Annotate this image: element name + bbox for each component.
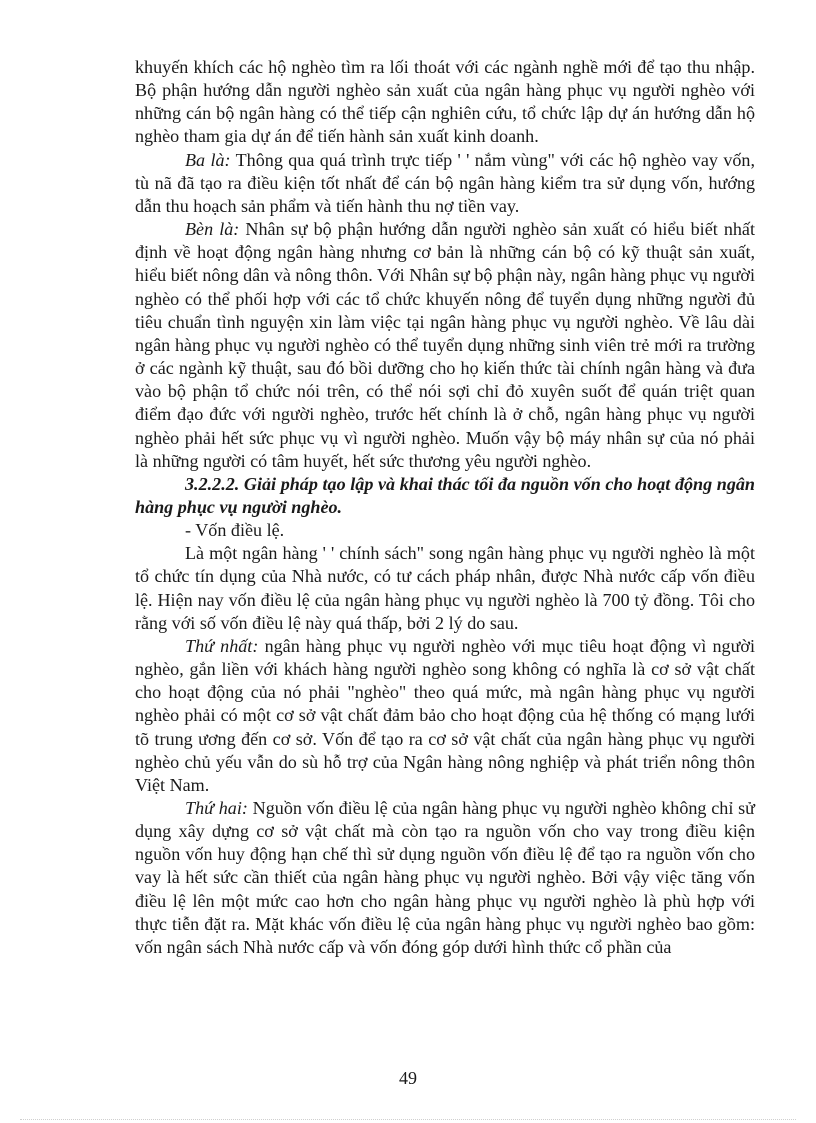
paragraph-intro: [135, 56, 755, 149]
paragraph-von-dieu-le: [135, 519, 755, 542]
page-number: 49: [399, 1068, 417, 1088]
paragraph-text: Nhân sự bộ phận hướng dẫn người nghèo sản xuất có hiểu biết nhất định về hoạt động ngân hàng nhưng cơ bản là những cán bộ có kỹ thuật sản xuất, hiểu biết nông dân và nông thôn. Với Nhân sự bộ phận này, ngân hàng phục vụ người nghèo có thể phối hợp với các tổ chức khuyến nông để tuyển dụng những người đủ tiêu chuẩn tình nguyện xin làm việc tại ngân hàng phục vụ người nghèo. Về lâu dài ngân hàng phục vụ người nghèo có thể tuyển dụng những sinh viên trẻ mới ra trường ở các ngành kỹ thuật, sau đó bồi dưỡng cho họ kiến thức tài chính ngân hàng và đưa vào bộ phận tổ chức nói trên, có thể nói sợi chỉ đỏ xuyên suốt để quán triệt quan điểm đạo đức với người nghèo, trước hết chính là ở chỗ, ngân hàng phục vụ người nghèo phải hết sức phục vụ vì người nghèo. Muốn vậy bộ máy nhân sự của nó phải là những người có tâm huyết, hết sức thương yêu người nghèo.: [135, 219, 755, 471]
paragraph-text: Nguồn vốn điều lệ của ngân hàng phục vụ người nghèo không chỉ sử dụng xây dựng cơ sở vật chất mà còn tạo ra nguồn vốn cho vay trong điều kiện nguồn vốn huy động hạn chế thì sử dụng nguồn vốn điều lệ để tạo ra nguồn vốn cho vay là hết sức cần thiết của ngân hàng phục vụ người nghèo. Bởi vậy việc tăng vốn điều lệ lên một mức cao hơn cho ngân hàng phục vụ người nghèo là phù hợp với thực tiễn đặt ra. Mặt khác vốn điều lệ của ngân hàng phục vụ người nghèo bao gồm: vốn ngân sách Nhà nước cấp và vốn đóng góp dưới hình thức cổ phần của: [135, 798, 755, 957]
paragraph-lead: Thứ nhất:: [185, 635, 259, 656]
paragraph-lead: Ba là:: [185, 149, 231, 170]
paragraph-thu-hai: [135, 797, 755, 959]
paragraph-lead: Thứ hai:: [185, 798, 248, 818]
footer-divider: [20, 1119, 796, 1120]
paragraph-text: Là một ngân hàng ' ' chính sách" song ngân hàng phục vụ người nghèo là một tổ chức tín dụng của Nhà nước, có tư cách pháp nhân, được Nhà nước cấp vốn điều lệ. Hiện nay vốn điều lệ của ngân hàng phục vụ người nghèo là 700 tỷ đồng. Tôi cho rằng với số vốn điều lệ này quá thấp, bởi 2 lý do sau.: [135, 543, 755, 633]
paragraph-text: - Vốn điều lệ.: [185, 520, 285, 541]
paragraph-lead: Bèn là:: [185, 219, 240, 240]
paragraph-ba-la: [135, 149, 755, 218]
paragraph-text: ngân hàng phục vụ người nghèo với mục tiêu hoạt động vì người nghèo, gắn liền với khách hàng người nghèo song không có nghĩa là cơ sở vật chất cho hoạt động của nó phải "nghèo" theo quá mức, mà ngân hàng phục vụ người nghèo phải có một cơ sở vật chất đảm bảo cho hoạt động của hệ thống có mạng lưới tõ trung ương đến cơ sở. Vốn để tạo ra cơ sở vật chất của ngân hàng phục vụ người nghèo chủ yếu vẫn do sù hỗ trợ của Ngân hàng nông nghiệp và phát triển nông thôn Việt Nam.: [135, 635, 755, 795]
section-heading: [135, 473, 755, 519]
paragraph-chinh-sach: [135, 542, 755, 635]
document-page: [135, 56, 755, 959]
paragraph-thu-nhat: [135, 635, 755, 797]
paragraph-bon-la: [135, 218, 755, 473]
paragraph-text: Thông qua quá trình trực tiếp ' ' nắm vùng" với các hộ nghèo vay vốn, tù nã đã tạo ra điều kiện tốt nhất để cán bộ ngân hàng kiểm tra sử dụng vốn, hướng dẫn thu hoạch sản phẩm và tiến hành thu nợ tiền vay.: [135, 149, 755, 216]
heading-text: 3.2.2.2. Giải pháp tạo lập và khai thác tối đa nguồn vốn cho hoạt động ngân hàng phục vụ người nghèo.: [135, 473, 755, 517]
paragraph-text: khuyến khích các hộ nghèo tìm ra lối thoát với các ngành nghề mới để tạo thu nhập. Bộ phận hướng dẫn người nghèo sản xuất của ngân hàng phục vụ người nghèo với những cán bộ ngân hàng có thể tiếp cận nghiên cứu, tổ chức lập dự án hướng dẫn hộ nghèo tham gia dự án để tiến hành sản xuất kinh doanh.: [135, 57, 755, 147]
